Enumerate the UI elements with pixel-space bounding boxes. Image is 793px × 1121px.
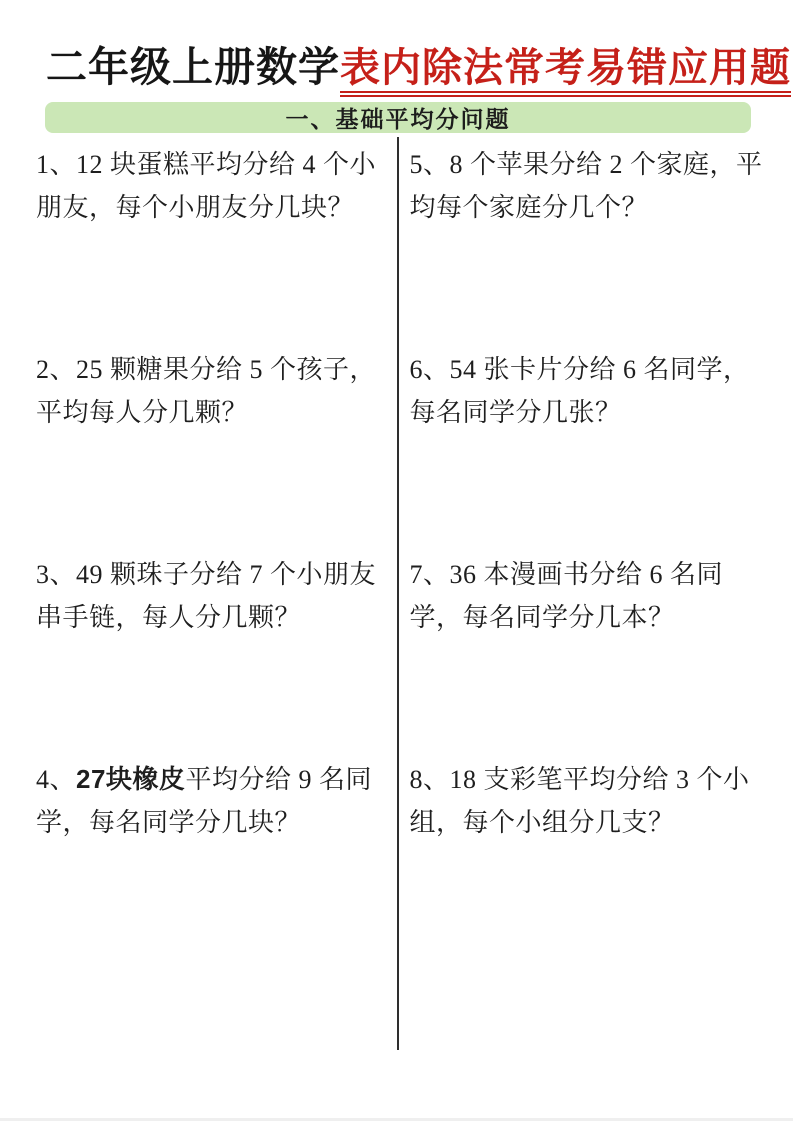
problem-6 <box>397 342 793 547</box>
title-red-underlined-part: 表内除法常考易错应用题 <box>340 45 791 97</box>
problem-4-bold-part: 27块橡皮 <box>76 764 186 795</box>
problems-grid <box>0 137 793 1050</box>
problem-2-text: 2、25 颗糖果分给 5 个孩子，平均每人分几颗？ <box>36 355 377 428</box>
title-black-part: 二年级上册数学 <box>46 44 340 90</box>
problem-7-text: 7、36 本漫画书分给 6 名同学，每名同学分几本？ <box>409 560 724 633</box>
problem-4-text <box>36 758 383 844</box>
problem-5 <box>397 137 793 342</box>
column-divider <box>397 137 399 1050</box>
problem-3 <box>0 547 397 752</box>
problem-3-text: 3、49 颗珠子分给 7 个小朋友串手链，每人分几颗？ <box>36 560 377 633</box>
section-banner <box>45 102 751 133</box>
problem-2 <box>0 342 397 547</box>
problem-8 <box>397 752 793 1050</box>
section-banner-label: 一、基础平均分问题 <box>285 107 511 133</box>
problem-4 <box>0 752 397 1050</box>
problem-4-number: 4、 <box>36 765 77 795</box>
problem-6-text: 6、54 张卡片分给 6 名同学，每名同学分几张？ <box>409 355 750 428</box>
problem-5-text: 5、8 个苹果分给 2 个家庭，平均每个家庭分几个？ <box>409 150 763 223</box>
problem-7 <box>397 547 793 752</box>
problem-1 <box>0 137 397 342</box>
page-title <box>0 0 793 91</box>
problem-1-text: 1、12 块蛋糕平均分给 4 个小朋友，每个小朋友分几块？ <box>36 150 377 223</box>
problem-4-rest: 平均分给 9 名同学，每名同学分几块？ <box>36 765 372 838</box>
problem-8-text: 8、18 支彩笔平均分给 3 个小组，每个小组分几支？ <box>409 765 750 838</box>
